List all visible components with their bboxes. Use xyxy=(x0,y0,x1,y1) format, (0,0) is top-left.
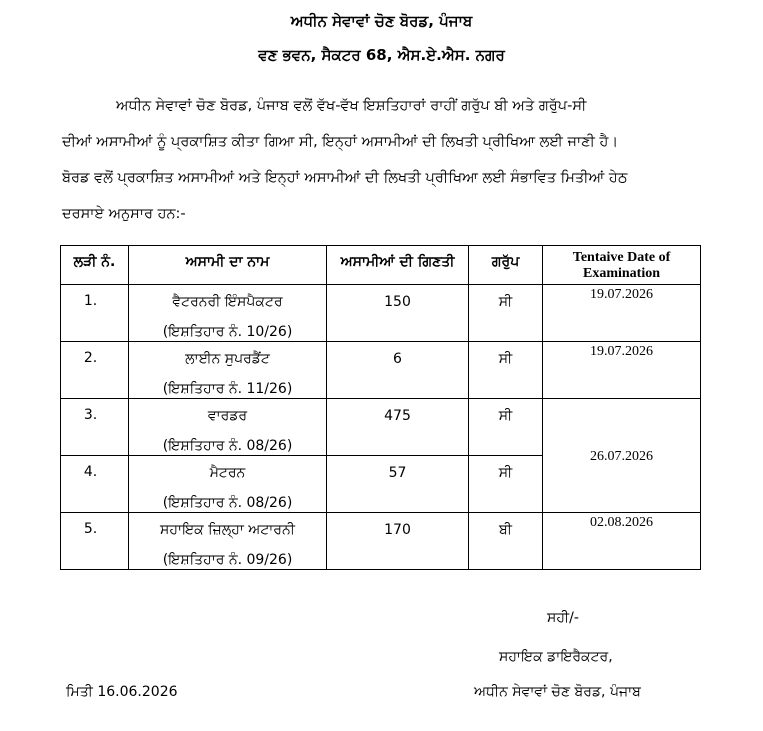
advertisement-number: (ਇਸ਼ਤਿਹਾਰ ਨੰ. 09/26) xyxy=(162,552,293,568)
serial-number: 4. xyxy=(61,456,129,513)
header-post-name: ਅਸਾਮੀ ਦਾ ਨਾਮ xyxy=(129,246,327,285)
group: ਸੀ xyxy=(469,399,543,456)
post-name: ਵਾਰਡਰ xyxy=(207,408,248,424)
group: ਸੀ xyxy=(469,285,543,342)
post-name: ਲਾਈਨ ਸੁਪਰਡੈਂਟ xyxy=(185,351,270,367)
post-name: ਵੈਟਰਨਰੀ ਇੰਸਪੈਕਟਰ xyxy=(172,294,283,310)
post-name: ਸਹਾਇਕ ਜ਼ਿਲ੍ਹਾ ਅਟਾਰਨੀ xyxy=(160,522,295,538)
body-line-1: ਅਧੀਨ ਸੇਵਾਵਾਂ ਚੋਣ ਬੋਰਡ, ਪੰਜਾਬ ਵਲੋਂ ਵੱਖ-ਵੱਖ ਇਸ਼ਤਿਹਾਰਾਂ ਰਾਹੀਂ ਗਰੁੱਪ ਬੀ ਅਤੇ ਗਰੁੱਪ-ਸੀ xyxy=(116,98,587,114)
post-cell xyxy=(129,513,327,570)
serial-number: 2. xyxy=(61,342,129,399)
signature-sd: ਸਹੀ/- xyxy=(547,610,579,626)
post-count: 475 xyxy=(327,399,469,456)
header-exam-date: Tentaive Date of Examination xyxy=(543,246,701,285)
exam-date: 26.07.2026 xyxy=(543,399,701,513)
body-line-2: ਦੀਆਂ ਅਸਾਮੀਆਂ ਨੂੰ ਪ੍ਰਕਾਸ਼ਿਤ ਕੀਤਾ ਗਿਆ ਸੀ, ਇਨ੍ਹਾਂ ਅਸਾਮੀਆਂ ਦੀ ਲਿਖਤੀ ਪ੍ਰੀਖਿਆ ਲਈ ਜਾਣੀ ਹੈ। xyxy=(62,134,619,150)
header-serial-number: ਲੜੀ ਨੰ. xyxy=(61,246,129,285)
post-count: 150 xyxy=(327,285,469,342)
serial-number: 5. xyxy=(61,513,129,570)
office-address: ਵਣ ਭਵਨ, ਸੈਕਟਰ 68, ਐਸ.ਏ.ਐਸ. ਨਗਰ xyxy=(258,46,505,64)
serial-number: 1. xyxy=(61,285,129,342)
exam-date: 19.07.2026 xyxy=(543,285,701,342)
post-name: ਮੈਟਰਨ xyxy=(209,465,246,481)
signatory-office: ਅਧੀਨ ਸੇਵਾਵਾਂ ਚੋਣ ਬੋਰਡ, ਪੰਜਾਬ xyxy=(474,684,641,700)
header-post-count: ਅਸਾਮੀਆਂ ਦੀ ਗਿਣਤੀ xyxy=(327,246,469,285)
post-cell xyxy=(129,399,327,456)
post-count: 57 xyxy=(327,456,469,513)
body-line-4: ਦਰਸਾਏ ਅਨੁਸਾਰ ਹਨ:- xyxy=(62,206,186,222)
exam-date: 19.07.2026 xyxy=(543,342,701,399)
exam-date: 02.08.2026 xyxy=(543,513,701,570)
serial-number: 3. xyxy=(61,399,129,456)
table-row xyxy=(61,513,701,570)
advertisement-number: (ਇਸ਼ਤਿਹਾਰ ਨੰ. 10/26) xyxy=(162,324,293,340)
post-cell xyxy=(129,456,327,513)
group: ਬੀ xyxy=(469,513,543,570)
advertisement-number: (ਇਸ਼ਤਿਹਾਰ ਨੰ. 08/26) xyxy=(162,495,293,511)
post-count: 170 xyxy=(327,513,469,570)
issue-date: ਮਿਤੀ 16.06.2026 xyxy=(66,684,178,700)
advertisement-number: (ਇਸ਼ਤਿਹਾਰ ਨੰ. 11/26) xyxy=(162,381,293,397)
table-row xyxy=(61,342,701,399)
exam-schedule-table xyxy=(60,245,701,570)
advertisement-number: (ਇਸ਼ਤਿਹਾਰ ਨੰ. 08/26) xyxy=(162,438,293,454)
office-title: ਅਧੀਨ ਸੇਵਾਵਾਂ ਚੋਣ ਬੋਰਡ, ਪੰਜਾਬ xyxy=(290,12,473,30)
header-group: ਗਰੁੱਪ xyxy=(469,246,543,285)
post-count: 6 xyxy=(327,342,469,399)
signatory-designation: ਸਹਾਇਕ ਡਾਇਰੈਕਟਰ, xyxy=(499,649,613,665)
group: ਸੀ xyxy=(469,456,543,513)
group: ਸੀ xyxy=(469,342,543,399)
table-row xyxy=(61,399,701,456)
post-cell xyxy=(129,285,327,342)
table-row xyxy=(61,285,701,342)
post-cell xyxy=(129,342,327,399)
table-header-row xyxy=(61,246,701,285)
body-line-3: ਬੋਰਡ ਵਲੋਂ ਪ੍ਰਕਾਸ਼ਿਤ ਅਸਾਮੀਆਂ ਅਤੇ ਇਨ੍ਹਾਂ ਅਸਾਮੀਆਂ ਦੀ ਲਿਖਤੀ ਪ੍ਰੀਖਿਆ ਲਈ ਸੰਭਾਵਿਤ ਮਿਤੀਆਂ ਹੇਠ xyxy=(62,170,628,186)
